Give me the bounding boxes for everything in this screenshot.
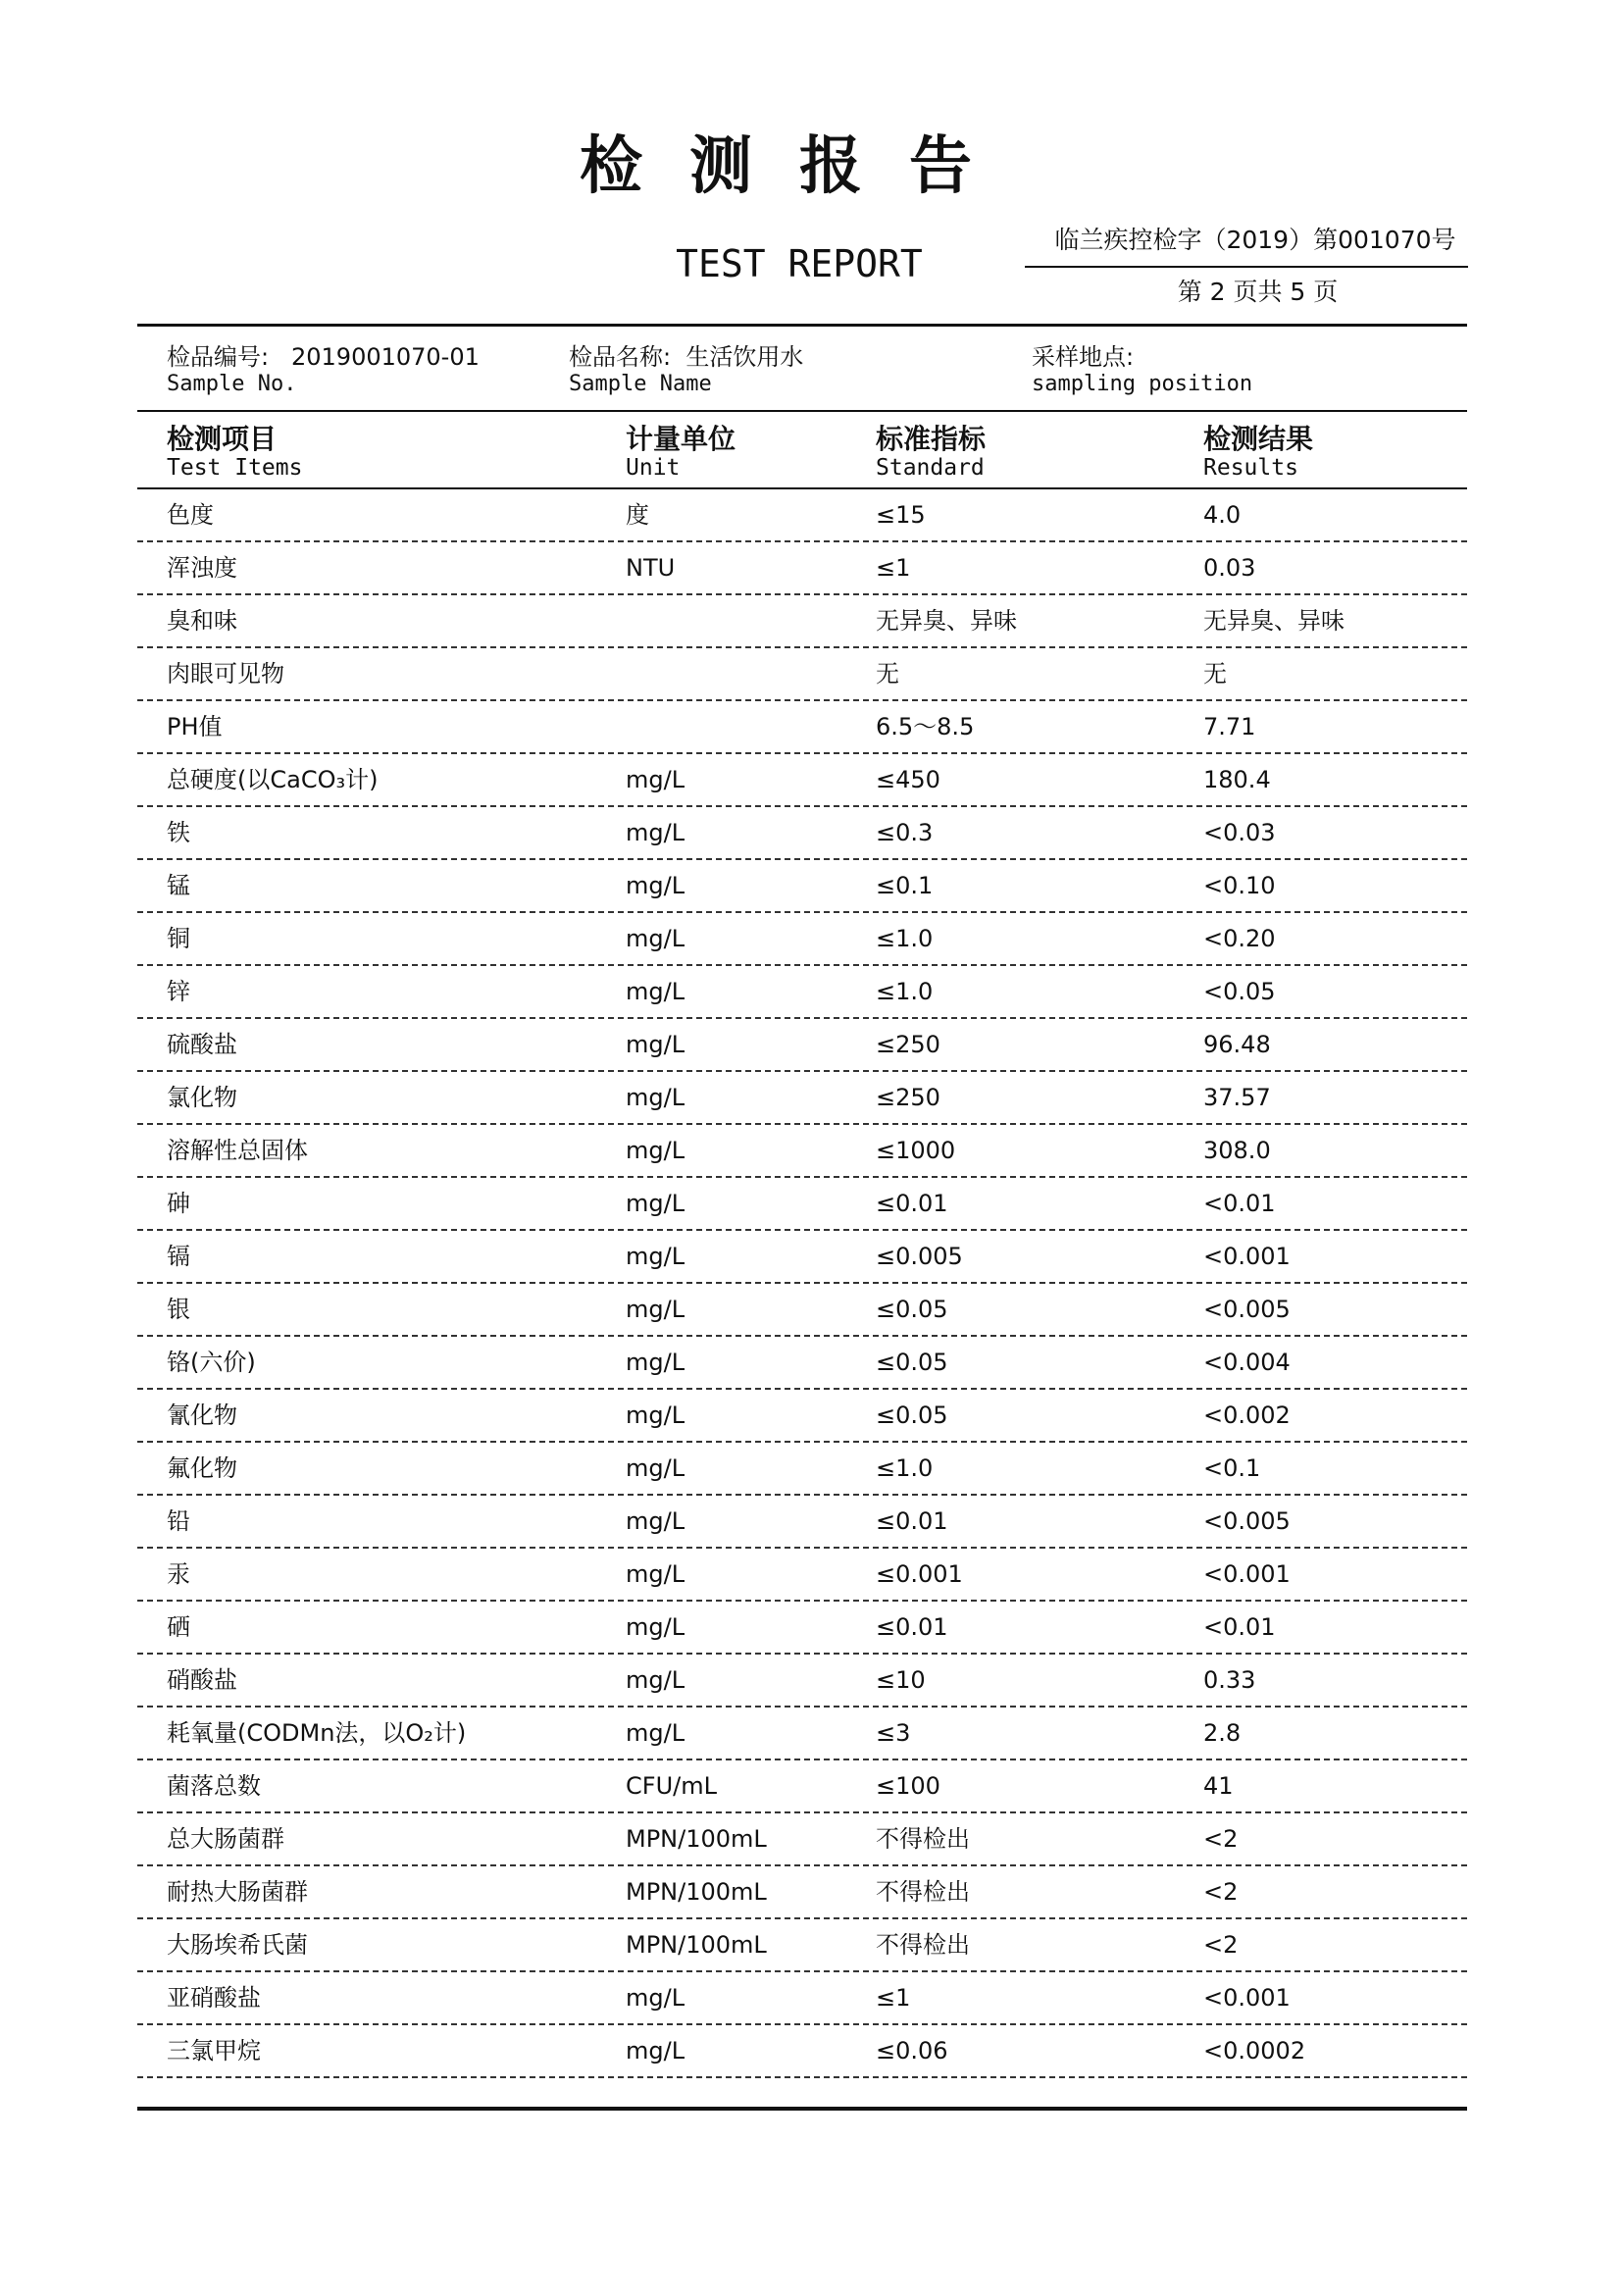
sample-name-label: 检品名称: <box>569 343 672 371</box>
column-header-unit-en: Unit <box>626 455 681 482</box>
table-row <box>137 1390 1467 1443</box>
standard: ≤0.01 <box>876 1190 948 1217</box>
test-item: 耐热大肠菌群 <box>167 1878 308 1906</box>
standard: ≤0.06 <box>876 2037 948 2065</box>
table-row <box>137 1602 1467 1655</box>
result: 0.03 <box>1203 554 1256 582</box>
unit: mg/L <box>626 1031 685 1058</box>
bottom-rule <box>137 2107 1467 2111</box>
standard: ≤1.0 <box>876 1454 934 1482</box>
test-item: 亚硝酸盐 <box>167 1984 261 2012</box>
sample-no-block <box>167 343 480 397</box>
standard: 不得检出 <box>876 1931 970 1959</box>
table-row <box>137 754 1467 807</box>
result: <0.1 <box>1203 1454 1261 1482</box>
standard: ≤1.0 <box>876 925 934 952</box>
page-number: 第 2 页共 5 页 <box>1177 278 1339 306</box>
results-table <box>137 489 1467 2078</box>
test-item: 锌 <box>167 978 190 1005</box>
test-item: 大肠埃希氏菌 <box>167 1931 308 1959</box>
result: 4.0 <box>1203 501 1242 529</box>
unit: NTU <box>626 554 676 582</box>
test-item: 锰 <box>167 872 190 899</box>
table-row <box>137 2025 1467 2078</box>
result: <0.005 <box>1203 1507 1291 1535</box>
test-item: 色度 <box>167 501 214 529</box>
table-row <box>137 1178 1467 1231</box>
sample-name-block <box>569 343 803 397</box>
test-item: 硒 <box>167 1613 190 1641</box>
sampling-position-block <box>1032 343 1252 397</box>
test-item: 耗氧量(CODMn法，以O₂计) <box>167 1719 467 1747</box>
standard: ≤100 <box>876 1772 940 1800</box>
column-header-items <box>167 424 302 482</box>
standard: ≤15 <box>876 501 926 529</box>
unit: mg/L <box>626 1349 685 1376</box>
unit: mg/L <box>626 1243 685 1270</box>
standard: ≤1000 <box>876 1137 956 1164</box>
result: 无异臭、异味 <box>1203 607 1345 635</box>
test-item: 肉眼可见物 <box>167 660 284 688</box>
table-row <box>137 1019 1467 1072</box>
test-item: 氟化物 <box>167 1454 237 1482</box>
standard: ≤0.05 <box>876 1349 948 1376</box>
test-item: 三氯甲烷 <box>167 2037 261 2065</box>
result: <0.01 <box>1203 1613 1276 1641</box>
column-header-results-en: Results <box>1203 455 1298 482</box>
standard: ≤0.3 <box>876 819 934 846</box>
table-row <box>137 489 1467 542</box>
standard: ≤0.005 <box>876 1243 963 1270</box>
result: <0.0002 <box>1203 2037 1306 2065</box>
unit: mg/L <box>626 925 685 952</box>
test-item: 臭和味 <box>167 607 237 635</box>
standard: ≤0.05 <box>876 1402 948 1429</box>
standard: ≤0.1 <box>876 872 934 899</box>
result: <0.20 <box>1203 925 1276 952</box>
standard: ≤1 <box>876 554 911 582</box>
standard: 6.5～8.5 <box>876 713 975 740</box>
column-header-unit <box>626 424 736 482</box>
table-row <box>137 1337 1467 1390</box>
table-row <box>137 1760 1467 1813</box>
table-row <box>137 807 1467 860</box>
unit: mg/L <box>626 1137 685 1164</box>
result: <0.05 <box>1203 978 1276 1005</box>
sampling-position-label: 采样地点: <box>1032 343 1135 371</box>
table-row <box>137 1549 1467 1602</box>
report-number: 临兰疾控检字（2019）第001070号 <box>1054 226 1456 254</box>
standard: ≤1.0 <box>876 978 934 1005</box>
table-row <box>137 1443 1467 1496</box>
sample-no-value: 2019001070-01 <box>290 343 480 371</box>
result: <0.01 <box>1203 1190 1276 1217</box>
result: 0.33 <box>1203 1666 1256 1694</box>
standard: ≤0.01 <box>876 1507 948 1535</box>
test-item: 砷 <box>167 1190 190 1217</box>
table-row <box>137 1072 1467 1125</box>
result: 41 <box>1203 1772 1234 1800</box>
test-item: 总大肠菌群 <box>167 1825 284 1853</box>
column-header-standard-en: Standard <box>876 455 985 482</box>
unit: mg/L <box>626 1984 685 2012</box>
column-header-items-cn: 检测项目 <box>167 423 278 455</box>
test-item: 总硬度(以CaCO₃计) <box>167 766 379 793</box>
unit: MPN/100mL <box>626 1931 767 1959</box>
result: 308.0 <box>1203 1137 1271 1164</box>
table-row <box>137 1655 1467 1708</box>
standard: ≤250 <box>876 1084 940 1111</box>
standard: 无异臭、异味 <box>876 607 1017 635</box>
unit: mg/L <box>626 2037 685 2065</box>
report-number-underline <box>1025 266 1468 268</box>
top-rule <box>137 324 1467 327</box>
table-row <box>137 542 1467 595</box>
result: <0.10 <box>1203 872 1276 899</box>
sample-no-label: 检品编号: <box>167 343 270 371</box>
column-header-standard <box>876 424 986 482</box>
standard: 不得检出 <box>876 1878 970 1906</box>
standard: 无 <box>876 660 899 688</box>
result: <2 <box>1203 1878 1239 1906</box>
unit: mg/L <box>626 1507 685 1535</box>
column-header-items-en: Test Items <box>167 455 303 482</box>
table-row <box>137 1919 1467 1972</box>
standard: ≤450 <box>876 766 940 793</box>
result: 96.48 <box>1203 1031 1271 1058</box>
result: <0.004 <box>1203 1349 1291 1376</box>
unit: mg/L <box>626 1402 685 1429</box>
test-item: 浑浊度 <box>167 554 237 582</box>
unit: mg/L <box>626 766 685 793</box>
result: 180.4 <box>1203 766 1271 793</box>
table-row <box>137 1125 1467 1178</box>
test-item: 银 <box>167 1296 190 1323</box>
result: <0.03 <box>1203 819 1276 846</box>
unit: 度 <box>626 501 649 529</box>
test-item: 镉 <box>167 1243 190 1270</box>
table-row <box>137 1813 1467 1866</box>
standard: ≤1 <box>876 1984 911 2012</box>
result: <0.001 <box>1203 1984 1291 2012</box>
result: 2.8 <box>1203 1719 1242 1747</box>
table-row <box>137 966 1467 1019</box>
result: <0.001 <box>1203 1243 1291 1270</box>
unit: mg/L <box>626 1719 685 1747</box>
test-item: 氰化物 <box>167 1402 237 1429</box>
result: <0.002 <box>1203 1402 1291 1429</box>
standard: ≤0.01 <box>876 1613 948 1641</box>
standard: ≤250 <box>876 1031 940 1058</box>
standard: 不得检出 <box>876 1825 970 1853</box>
standard: ≤10 <box>876 1666 926 1694</box>
test-item: 硝酸盐 <box>167 1666 237 1694</box>
test-item: 铜 <box>167 925 190 952</box>
standard: ≤0.001 <box>876 1560 963 1588</box>
sampling-position-label-en: sampling position <box>1032 371 1253 396</box>
table-row <box>137 1284 1467 1337</box>
table-row <box>137 648 1467 701</box>
test-item: 硫酸盐 <box>167 1031 237 1058</box>
unit: mg/L <box>626 1296 685 1323</box>
result: <2 <box>1203 1825 1239 1853</box>
result: 无 <box>1203 660 1227 688</box>
unit: mg/L <box>626 1454 685 1482</box>
column-header-results-cn: 检测结果 <box>1203 423 1314 455</box>
result: 7.71 <box>1203 713 1256 740</box>
unit: mg/L <box>626 1613 685 1641</box>
table-row <box>137 1231 1467 1284</box>
unit: mg/L <box>626 978 685 1005</box>
report-title-en: TEST REPORT <box>676 242 923 285</box>
table-row <box>137 1496 1467 1549</box>
result: <2 <box>1203 1931 1239 1959</box>
standard: ≤3 <box>876 1719 911 1747</box>
table-row <box>137 595 1467 648</box>
table-row <box>137 1972 1467 2025</box>
result: <0.001 <box>1203 1560 1291 1588</box>
sample-no-label-en: Sample No. <box>167 371 297 396</box>
unit: MPN/100mL <box>626 1825 767 1853</box>
test-item: 菌落总数 <box>167 1772 261 1800</box>
test-item: 汞 <box>167 1560 190 1588</box>
unit: mg/L <box>626 1084 685 1111</box>
table-row <box>137 860 1467 913</box>
unit: CFU/mL <box>626 1772 717 1800</box>
column-header-unit-cn: 计量单位 <box>626 423 736 455</box>
unit: mg/L <box>626 872 685 899</box>
column-header-standard-cn: 标准指标 <box>876 423 987 455</box>
table-row <box>137 1708 1467 1760</box>
table-row <box>137 701 1467 754</box>
standard: ≤0.05 <box>876 1296 948 1323</box>
test-item: 铬(六价) <box>167 1349 256 1376</box>
unit: mg/L <box>626 819 685 846</box>
result: 37.57 <box>1203 1084 1271 1111</box>
result: <0.005 <box>1203 1296 1291 1323</box>
test-item: 氯化物 <box>167 1084 237 1111</box>
test-item: 铅 <box>167 1507 190 1535</box>
sample-name-value: 生活饮用水 <box>685 343 804 371</box>
unit: mg/L <box>626 1666 685 1694</box>
test-item: 铁 <box>167 819 190 846</box>
table-row <box>137 1866 1467 1919</box>
unit: mg/L <box>626 1560 685 1588</box>
info-rule <box>137 410 1467 412</box>
sample-name-label-en: Sample Name <box>569 371 712 396</box>
column-header-results <box>1203 424 1313 482</box>
unit: MPN/100mL <box>626 1878 767 1906</box>
test-item: 溶解性总固体 <box>167 1137 308 1164</box>
report-title-cn: 检测报告 <box>580 130 1019 203</box>
unit: mg/L <box>626 1190 685 1217</box>
table-row <box>137 913 1467 966</box>
test-item: PH值 <box>167 713 223 740</box>
